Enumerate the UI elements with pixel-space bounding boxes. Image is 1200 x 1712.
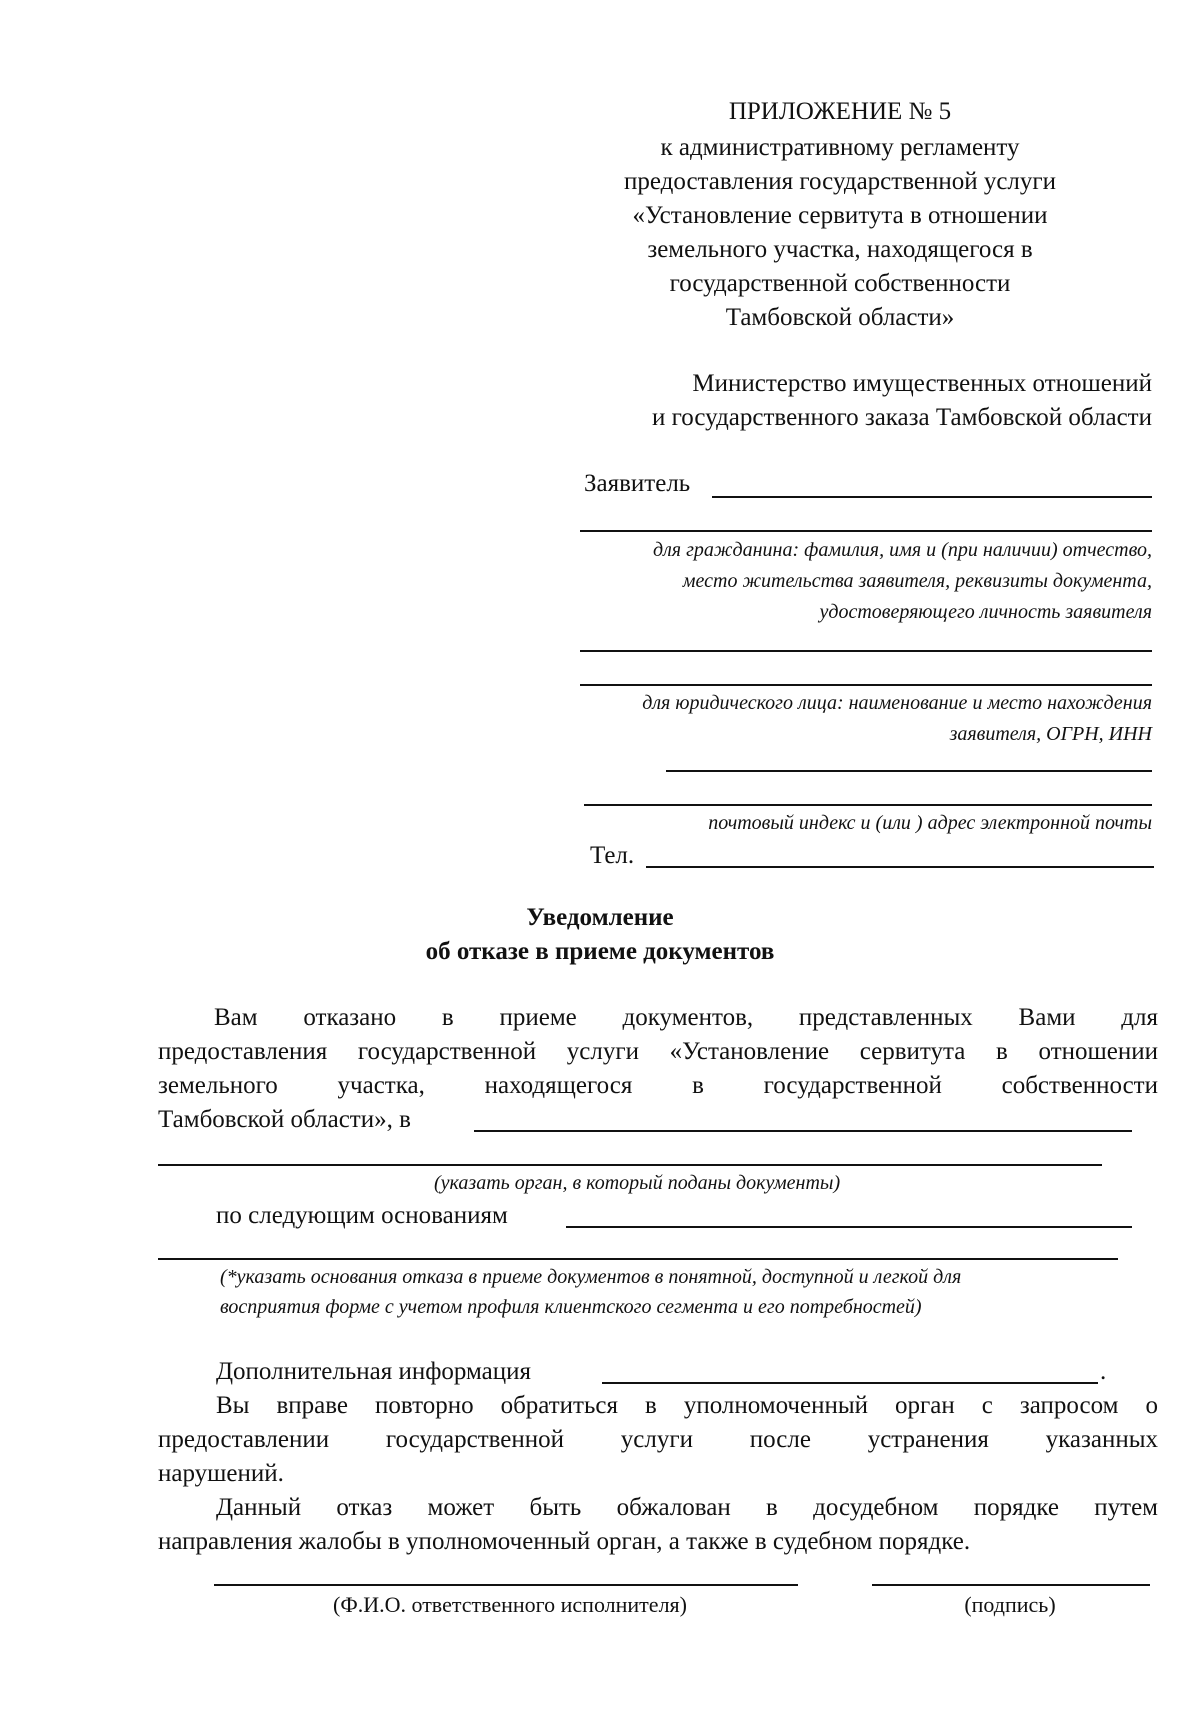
signature-sign-line[interactable]: [872, 1584, 1150, 1586]
organ-field-line-2[interactable]: [158, 1164, 1102, 1166]
para1-line-2: предоставления государственной услуги «Установление сервитута в отношении: [158, 1038, 1158, 1065]
header-line-1: к административному регламенту: [660, 134, 1020, 161]
legal-note-1: для юридического лица: наименование и место нахождения: [642, 692, 1152, 714]
header-line-3: «Установление сервитута в отношении: [632, 202, 1048, 229]
grounds-field-line-2[interactable]: [158, 1258, 1118, 1260]
para1-line-1: Вам отказано в приеме документов, представленных Вами для: [214, 1004, 1158, 1031]
legal-field-line-2[interactable]: [580, 684, 1152, 686]
organ-caption: (указать орган, в который поданы документы): [434, 1172, 841, 1194]
para3-line-1: Данный отказ может быть обжалован в досудебном порядке путем: [216, 1494, 1158, 1521]
applicant-field-line-2[interactable]: [580, 530, 1152, 532]
header-line-2: предоставления государственной услуги: [623, 168, 1057, 195]
addressee-line-2: и государственного заказа Тамбовской области: [652, 404, 1152, 431]
legal-note-2: заявителя, ОГРН, ИНН: [949, 723, 1152, 745]
additional-label: Дополнительная информация: [216, 1358, 532, 1385]
signature-sign-caption: (подпись): [964, 1592, 1056, 1617]
postal-field-line-2[interactable]: [584, 804, 1152, 806]
legal-field-line-1[interactable]: [580, 650, 1152, 652]
header-line-5: государственной собственности: [669, 270, 1011, 297]
applicant-label: Заявитель: [584, 470, 691, 497]
organ-field-line-1[interactable]: [474, 1130, 1132, 1132]
citizen-note-1: для гражданина: фамилия, имя и (при наличии) отчество,: [652, 539, 1152, 561]
additional-end: .: [1100, 1358, 1107, 1385]
notice-title-2: об отказе в приеме документов: [425, 938, 775, 965]
grounds-field-line-1[interactable]: [566, 1226, 1132, 1228]
citizen-note-2: место жительства заявителя, реквизиты документа,: [682, 570, 1152, 592]
header-line-4: земельного участка, находящегося в: [647, 236, 1033, 263]
para2-line-2: предоставлении государственной услуги после устранения указанных: [158, 1426, 1158, 1453]
citizen-note-3: удостоверяющего личность заявителя: [819, 601, 1152, 623]
signature-name-line[interactable]: [214, 1584, 798, 1586]
header-line-6: Тамбовской области»: [725, 304, 955, 331]
additional-field-line[interactable]: [602, 1382, 1098, 1384]
para3-line-2: направления жалобы в уполномоченный орган, а также в судебном порядке.: [158, 1528, 971, 1555]
grounds-caption-1: (*указать основания отказа в приеме документов в понятной, доступной и легкой для: [220, 1266, 962, 1288]
para1-line-3: земельного участка, находящегося в государственной собственности: [158, 1072, 1158, 1099]
notice-title-1: Уведомление: [526, 904, 674, 931]
para1-line-4: Тамбовской области», в: [158, 1106, 411, 1133]
addressee-line-1: Министерство имущественных отношений: [692, 370, 1152, 397]
para2-line-3: нарушений.: [158, 1460, 284, 1487]
appendix-title: ПРИЛОЖЕНИЕ № 5: [728, 98, 952, 125]
para2-line-1: Вы вправе повторно обратиться в уполномоченный орган с запросом о: [216, 1392, 1158, 1419]
grounds-label: по следующим основаниям: [216, 1202, 508, 1229]
grounds-caption-2: восприятия форме с учетом профиля клиентского сегмента и его потребностей): [220, 1296, 922, 1318]
phone-label: Тел.: [590, 842, 635, 869]
phone-field-line[interactable]: [646, 866, 1154, 868]
applicant-field-line[interactable]: [712, 496, 1152, 498]
signature-name-caption: (Ф.И.О. ответственного исполнителя): [333, 1592, 687, 1617]
postal-field-line-1[interactable]: [666, 770, 1152, 772]
postal-note: почтовый индекс и (или ) адрес электронной почты: [708, 812, 1152, 834]
